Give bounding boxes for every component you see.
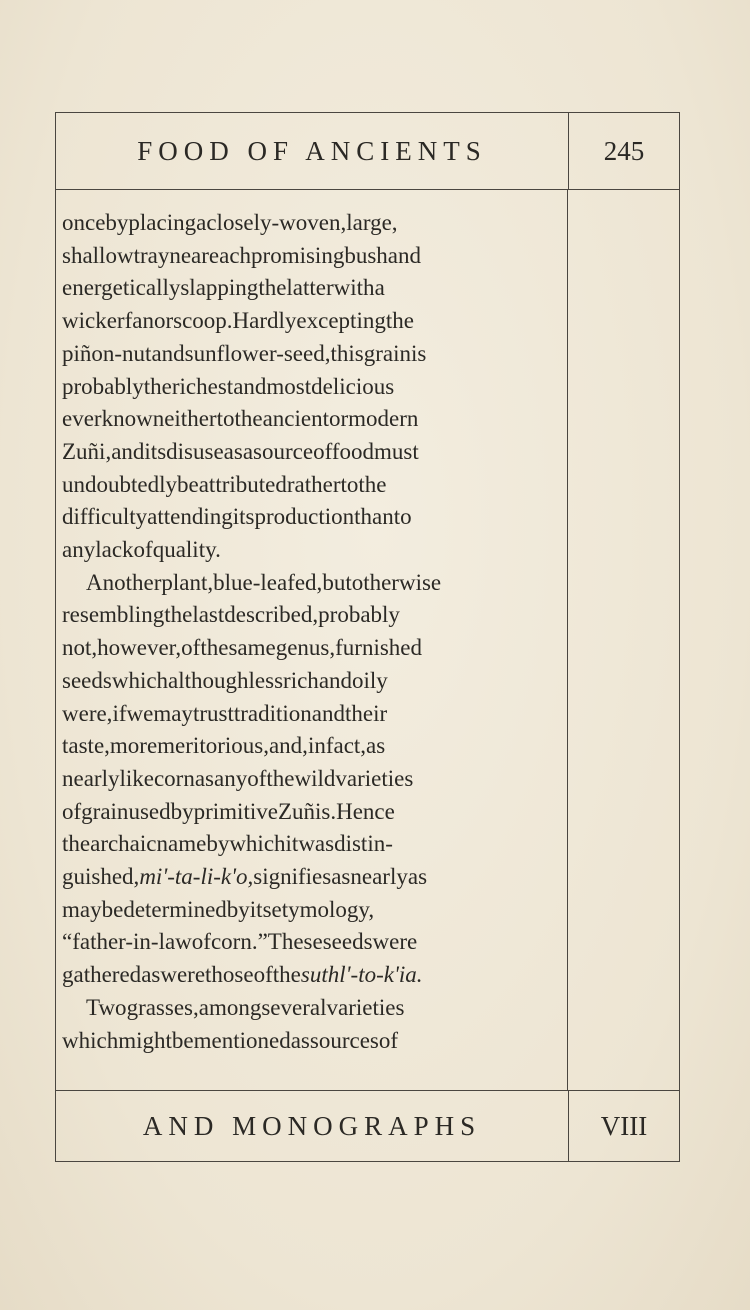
text-line: taste,moremeritorious,and,infact,as (62, 733, 386, 759)
text-line: resemblingthelastdescribed,probably (62, 602, 400, 628)
text-line: ofgrainusedbyprimitiveZuñis.Hence (62, 798, 395, 824)
text-line: difficultyattendingitsproductionthanto (62, 504, 412, 530)
text-line: Anotherplant,blue-leafed,butotherwise (86, 569, 442, 595)
text-line: Twograsses,amongseveralvarieties (86, 994, 405, 1020)
text-line: gatheredaswerethoseofthesuthl'-to-k'ia. (62, 962, 423, 988)
text-line: probablytherichestandmostdelicious (62, 373, 395, 399)
text-line: seedswhichalthoughlessrichandoily (62, 667, 388, 693)
footer-title: AND MONOGRAPHS (142, 1110, 482, 1141)
text-line: not,however,ofthesamegenus,furnished (62, 635, 422, 661)
text-line: energeticallyslappingthelatterwitha (62, 275, 385, 301)
text-line: shallowtrayneareachpromisingbushand (62, 242, 421, 268)
text-line: “father-in-lawofcorn.”Theseseedswere (62, 929, 418, 955)
volume-number: VIII (568, 1091, 679, 1161)
header-title: FOOD OF ANCIENTS (137, 135, 487, 166)
body-text (56, 189, 568, 1091)
text-line: undoubtedlybeattributedrathertothe (62, 471, 387, 497)
text-line: thearchaicnamebywhichitwasdistin- (62, 831, 393, 857)
paragraph-block (62, 207, 561, 1057)
text-line: wickerfanorscoop.Hardlyexceptingthe (62, 308, 414, 334)
text-line: piñon-nutandsunflower-seed,thisgrainis (62, 340, 427, 366)
text-line: nearlylikecornasanyofthewildvarieties (62, 765, 414, 791)
page-frame (55, 112, 680, 1162)
text-line: maybedeterminedbyitsetymology, (62, 896, 375, 922)
text-line: were,ifwemaytrusttraditionandtheir (62, 700, 388, 726)
text-line: oncebyplacingaclosely-woven,large, (62, 210, 398, 235)
running-header (56, 113, 679, 190)
text-line: anylackofquality. (62, 537, 221, 563)
text-line: everknowneithertotheancientormodern (62, 406, 419, 432)
page-number: 245 (568, 113, 679, 189)
text-line: whichmightbementionedassourcesof (62, 1027, 399, 1053)
text-line: guished,mi'-ta-li-k'o,signifiesasnearlyas (62, 864, 428, 890)
running-footer (56, 1090, 679, 1161)
text-line: Zuñi,anditsdisuseasasourceoffoodmust (62, 438, 419, 464)
